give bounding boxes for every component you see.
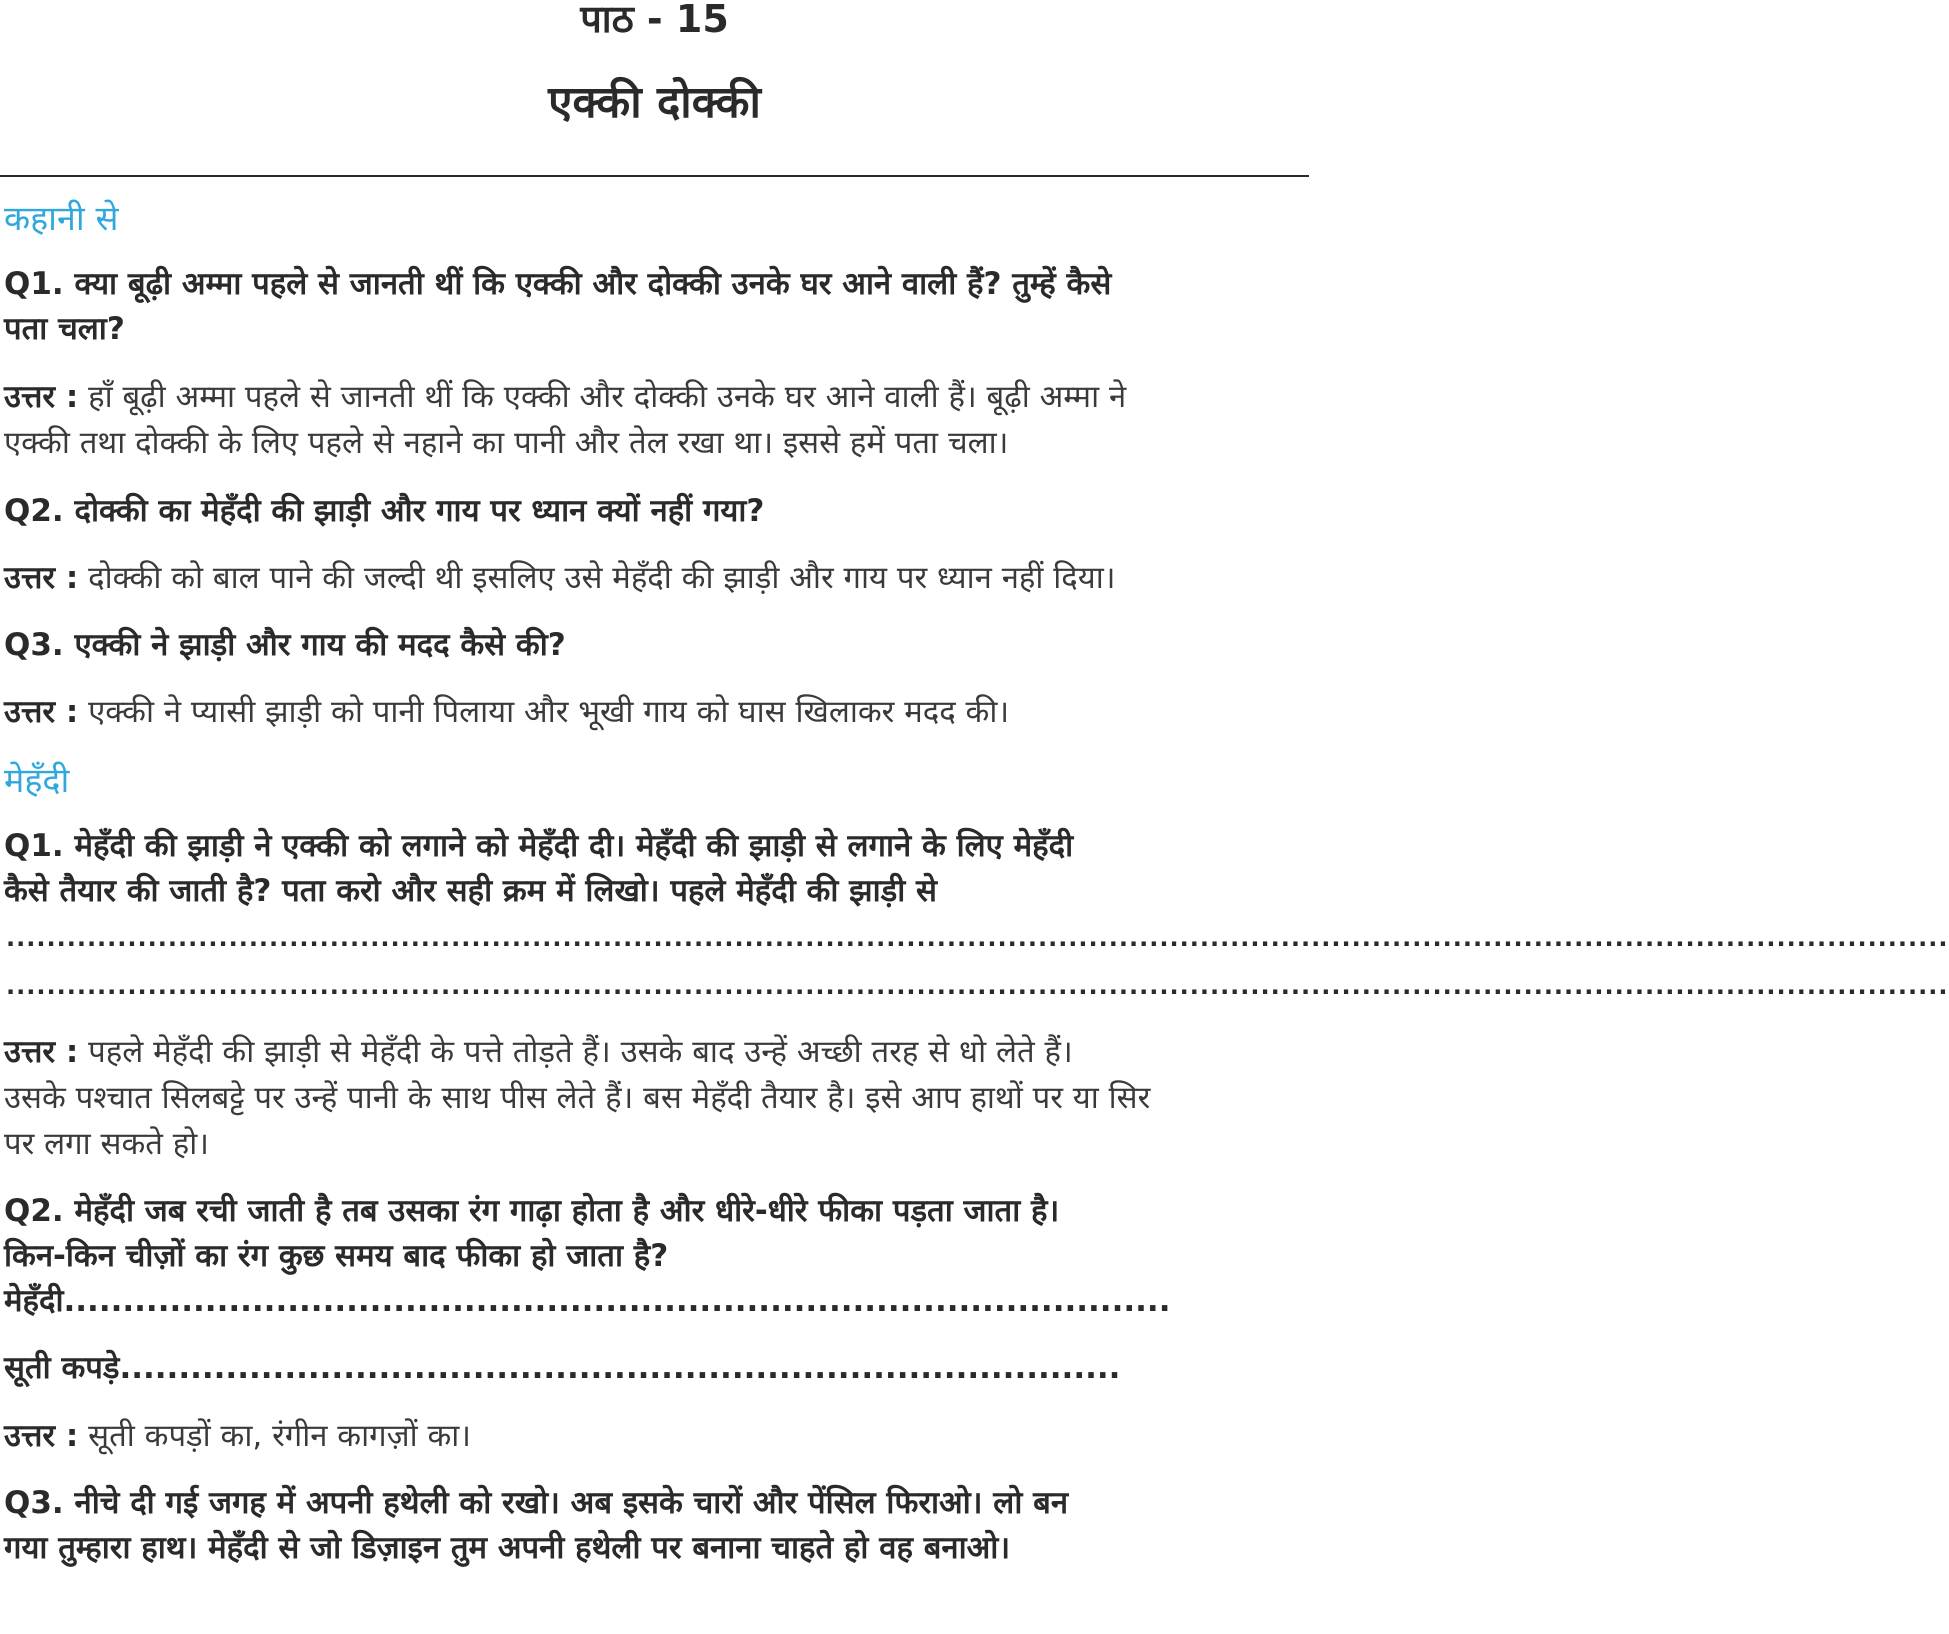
- story-question-1-line-1: Q1. क्या बूढ़ी अम्मा पहले से जानती थीं कि एक्की और दोक्की उनके घर आने वाली हैं? तुम्हें कैसे: [4, 266, 1112, 302]
- mehndi-answer-1-line-3: पर लगा सकते हो।: [4, 1126, 210, 1162]
- story-answer-1-line-1: [4, 375, 1126, 417]
- mehndi-question-1-line-1: Q1. मेहँदी की झाड़ी ने एक्की को लगाने को मेहँदी दी। मेहँदी की झाड़ी से लगाने के लिए मेहँदी: [4, 828, 1074, 864]
- fill-blank-cotton-clothes: सूती कपड़े.....................................................................................: [4, 1350, 1121, 1386]
- answer-text: हाँ बूढ़ी अम्मा पहले से जानती थीं कि एक्की और दोक्की उनके घर आने वाली हैं। बूढ़ी अम्मा ने: [78, 379, 1127, 415]
- answer-text: दोक्की को बाल पाने की जल्दी थी इसलिए उसे मेहँदी की झाड़ी और गाय पर ध्यान नहीं दिया।: [78, 560, 1116, 596]
- section-heading-story: कहानी से: [4, 199, 119, 239]
- answer-text: पहले मेहँदी की झाड़ी से मेहँदी के पत्ते तोड़ते हैं। उसके बाद उन्हें अच्छी तरह से धो लेते हैं।: [78, 1034, 1073, 1070]
- answer-label: उत्तर :: [4, 694, 79, 730]
- mehndi-question-3-line-1: Q3. नीचे दी गई जगह में अपनी हथेली को रखो। अब इसके चारों और पेंसिल फिराओ। लो बन: [4, 1485, 1069, 1521]
- section-heading-mehndi: मेहँदी: [4, 761, 70, 801]
- answer-text: सूती कपड़ों का, रंगीन कागज़ों का।: [78, 1418, 472, 1454]
- answer-blank-line-2: ................................................................................................................................................................................................: [6, 972, 1949, 1000]
- mehndi-question-3-line-2: गया तुम्हारा हाथ। मेहँदी से जो डिज़ाइन तुम अपनी हथेली पर बनाना चाहते हो वह बनाओ।: [4, 1530, 1011, 1566]
- story-question-2: Q2. दोक्की का मेहँदी की झाड़ी और गाय पर ध्यान क्यों नहीं गया?: [4, 493, 765, 529]
- mehndi-answer-1-line-2: उसके पश्चात सिलबट्टे पर उन्हें पानी के साथ पीस लेते हैं। बस मेहँदी तैयार है। इसे आप हाथों पर या सिर: [4, 1080, 1151, 1116]
- page-title: एक्की दोक्की: [548, 77, 761, 128]
- mehndi-question-1-line-2: कैसे तैयार की जाती है? पता करो और सही क्रम में लिखो। पहले मेहँदी की झाड़ी से: [4, 873, 937, 909]
- answer-label: उत्तर :: [4, 560, 79, 596]
- answer-blank-line-1: ................................................................................................................................................................................................: [6, 924, 1949, 952]
- story-question-1-line-2: पता चला?: [4, 311, 125, 347]
- story-answer-1-line-2: एक्की तथा दोक्की के लिए पहले से नहाने का पानी और तेल रखा था। इससे हमें पता चला।: [4, 425, 1009, 461]
- answer-text: एक्की ने प्यासी झाड़ी को पानी पिलाया और भूखी गाय को घास खिलाकर मदद की।: [78, 694, 1010, 730]
- mehndi-question-2-line-2: किन-किन चीज़ों का रंग कुछ समय बाद फीका हो जाता है?: [4, 1238, 669, 1274]
- story-question-3: Q3. एक्की ने झाड़ी और गाय की मदद कैसे की?: [4, 627, 566, 663]
- answer-label: उत्तर :: [4, 379, 79, 415]
- answer-label: उत्तर :: [4, 1418, 79, 1454]
- story-answer-3: [4, 690, 1009, 732]
- mehndi-question-2-line-1: Q2. मेहँदी जब रची जाती है तब उसका रंग गाढ़ा होता है और धीरे-धीरे फीका पड़ता जाता है।: [4, 1193, 1060, 1229]
- mehndi-answer-2: [4, 1414, 471, 1456]
- answer-label: उत्तर :: [4, 1034, 79, 1070]
- header-divider: [0, 175, 1309, 177]
- fill-blank-mehndi: मेहँदी..............................................................................................: [4, 1283, 1171, 1319]
- chapter-number: पाठ - 15: [580, 0, 729, 41]
- mehndi-answer-1-line-1: [4, 1030, 1073, 1072]
- story-answer-2: [4, 556, 1116, 598]
